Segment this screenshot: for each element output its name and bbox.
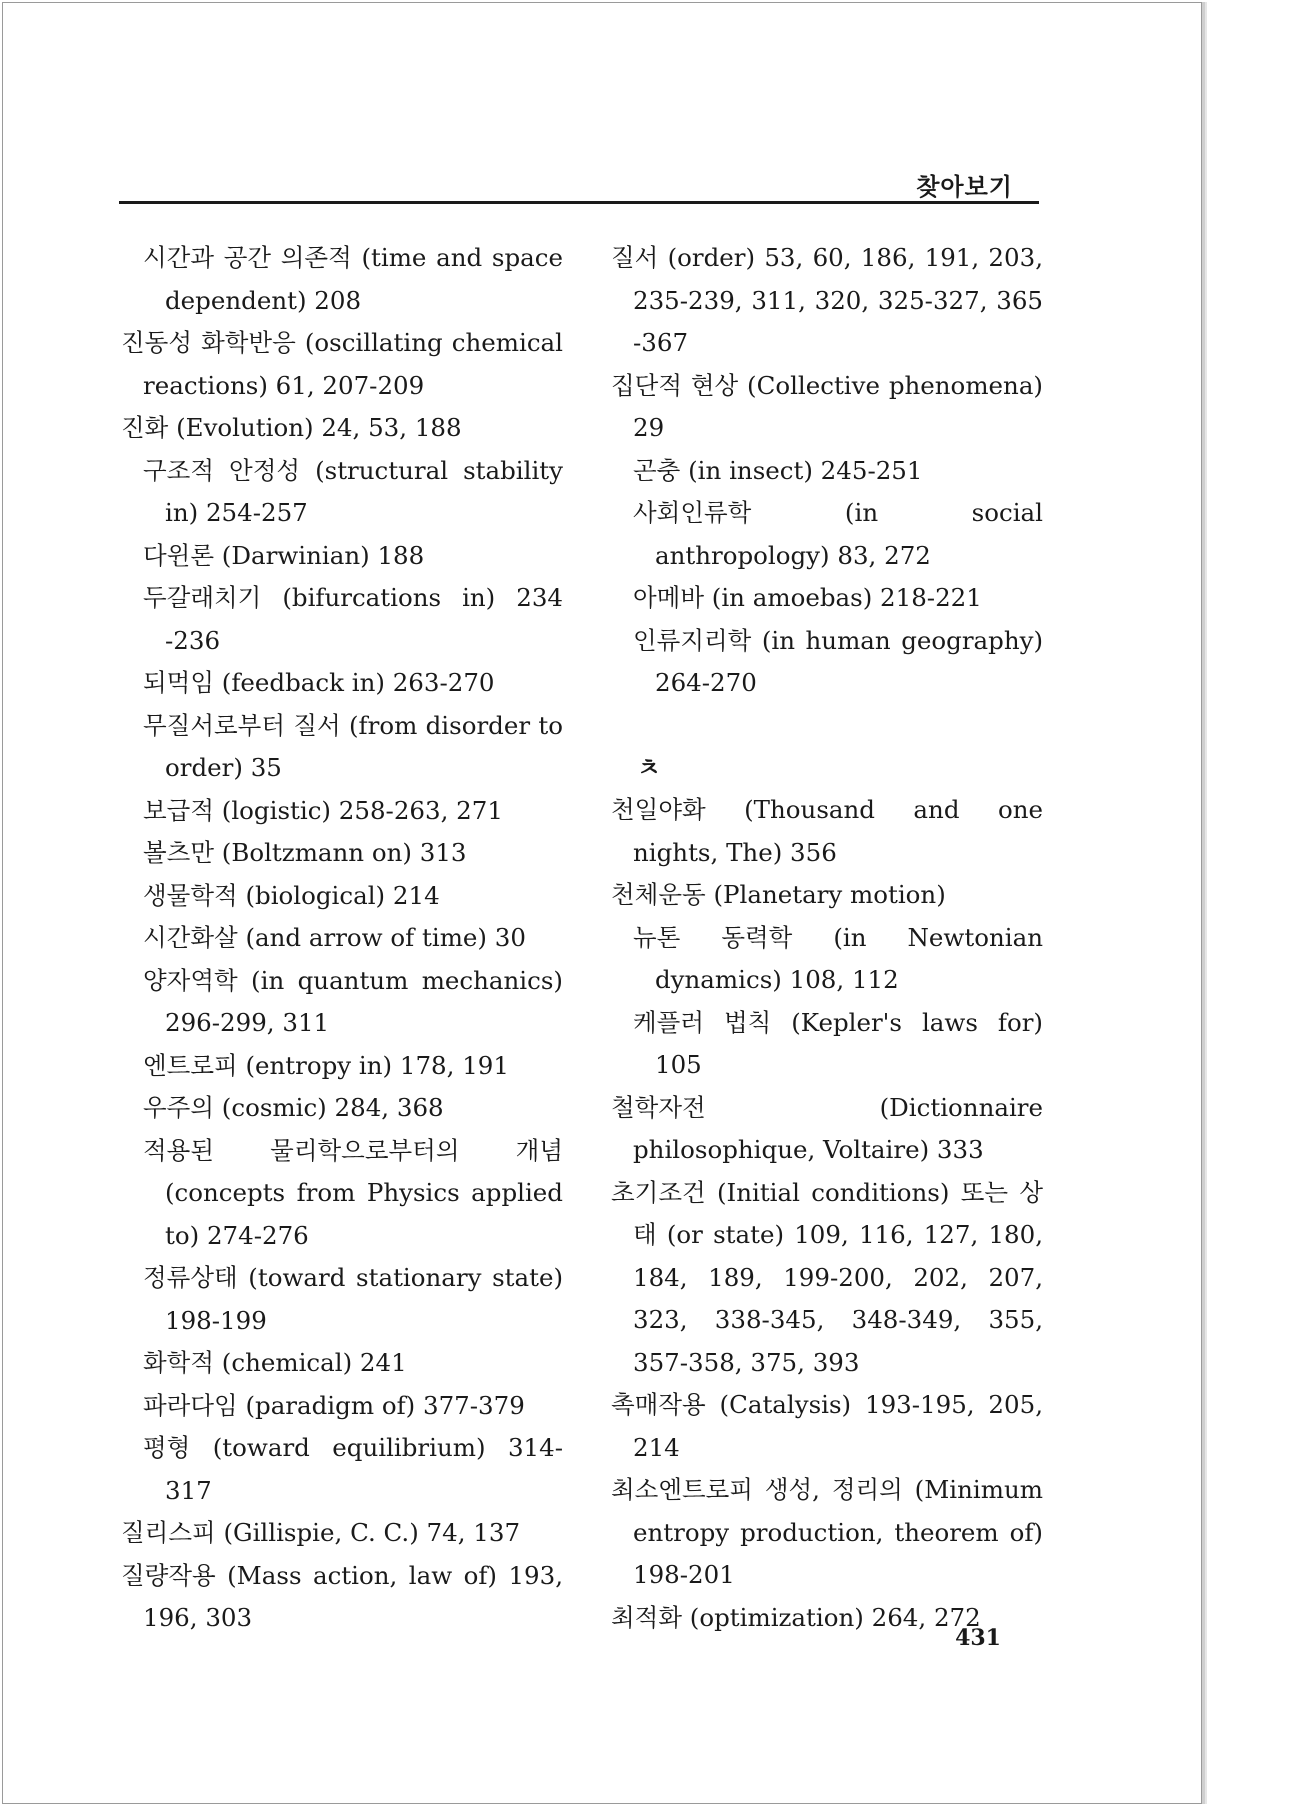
index-entry: 뉴톤 동력학 (in Newtonian dynamics) 108, 112 xyxy=(633,922,1043,994)
index-entry: 천체운동 (Planetary motion) xyxy=(611,880,946,909)
index-entry: 화학적 (chemical) 241 xyxy=(143,1348,407,1377)
index-entry: 진동성 화학반응 (oscillating chemical reactions) 61, 207-209 xyxy=(121,328,563,400)
index-entry: 집단적 현상 (Collective phenomena) 29 xyxy=(611,370,1043,442)
index-entry: 다윈론 (Darwinian) 188 xyxy=(143,540,425,570)
index-entry: 평형 (toward equilibrium) 314-317 xyxy=(143,1433,563,1505)
index-entry: 질량작용 (Mass action, law of) 193, 196, 303 xyxy=(121,1560,563,1632)
index-entry: 양자역학 (in quantum mechanics) 296-299, 311 xyxy=(143,965,563,1037)
running-header: 찾아보기 xyxy=(916,173,1013,201)
index-column-left xyxy=(121,237,563,1640)
index-entry: 사회인류학 (in social anthropology) 83, 272 xyxy=(633,498,1043,570)
index-entry: 구조적 안정성 (structural stability in) 254-257 xyxy=(143,455,563,527)
index-entry: 케플러 법칙 (Kepler's laws for) 105 xyxy=(633,1007,1043,1079)
index-entry: 되먹임 (feedback in) 263-270 xyxy=(143,668,495,697)
page-number: 431 xyxy=(955,1625,1001,1651)
index-entry: 생물학적 (biological) 214 xyxy=(143,880,440,910)
index-entry: 질서 (order) 53, 60, 186, 191, 203, 235-239, 311, 320, 325-327, 365 -367 xyxy=(611,243,1043,357)
index-entry: 적용된 물리학으로부터의 개념 (concepts from Physics applied to) 274-276 xyxy=(143,1135,563,1250)
index-column-right xyxy=(611,237,1043,1639)
index-entry: 두갈래치기 (bifurcations in) 234 -236 xyxy=(143,583,563,655)
index-entry: 진화 (Evolution) 24, 53, 188 xyxy=(121,413,462,442)
index-entry: 촉매작용 (Catalysis) 193-195, 205, 214 xyxy=(611,1390,1043,1462)
index-entry: 시간화살 (and arrow of time) 30 xyxy=(143,923,526,952)
index-entry: 철학자전 (Dictionnaire philosophique, Voltaire) 333 xyxy=(611,1092,1043,1164)
index-entry: 인류지리학 (in human geography) 264-270 xyxy=(633,625,1043,697)
index-entry: 무질서로부터 질서 (from disorder to order) 35 xyxy=(143,710,563,782)
book-page xyxy=(2,2,1202,1804)
index-section-letter: ㅊ xyxy=(637,752,661,782)
index-entry: 엔트로피 (entropy in) 178, 191 xyxy=(143,1050,509,1080)
index-entry: 곤충 (in insect) 245-251 xyxy=(633,455,923,485)
index-entry: 파라다임 (paradigm of) 377-379 xyxy=(143,1390,525,1420)
index-entry: 질리스피 (Gillispie, C. C.) 74, 137 xyxy=(121,1518,521,1547)
header-rule xyxy=(119,201,1039,204)
index-entry: 시간과 공간 의존적 (time and space dependent) 208 xyxy=(143,243,563,315)
index-entry: 초기조건 (Initial conditions) 또는 상태 (or state) 109, 116, 127, 180, 184, 189, 199-200, 202, 207, 323, 338-345, 348-349, 355, 357-358, 375, 393 xyxy=(611,1177,1043,1377)
index-entry: 볼츠만 (Boltzmann on) 313 xyxy=(143,838,467,867)
index-entry: 천일야화 (Thousand and one nights, The) 356 xyxy=(611,795,1043,867)
index-entry: 최소엔트로피 생성, 정리의 (Minimum entropy production, theorem of) 198-201 xyxy=(611,1475,1043,1589)
index-entry: 아메바 (in amoebas) 218-221 xyxy=(633,583,982,612)
index-entry: 정류상태 (toward stationary state) 198-199 xyxy=(143,1263,563,1335)
index-entry: 보급적 (logistic) 258-263, 271 xyxy=(143,795,503,825)
index-entry: 우주의 (cosmic) 284, 368 xyxy=(143,1093,444,1122)
index-entry: 최적화 (optimization) 264, 272 xyxy=(611,1602,981,1632)
